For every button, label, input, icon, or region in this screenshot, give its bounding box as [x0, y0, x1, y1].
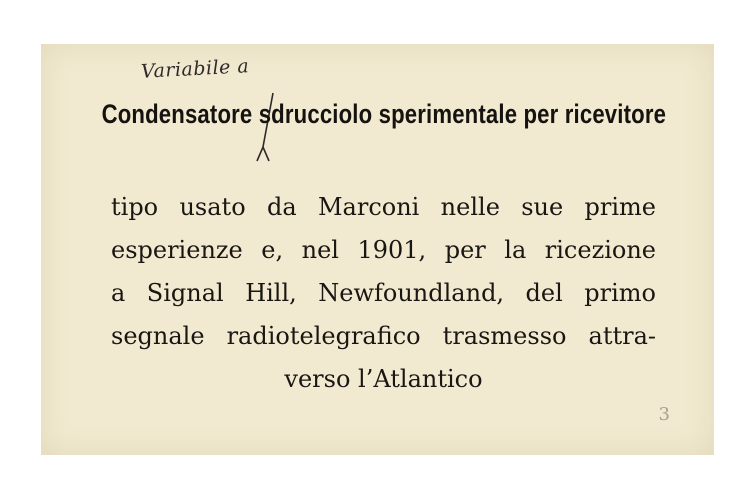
body-line: verso l’Atlantico	[284, 365, 483, 393]
body-line: segnale radiotelegrafico trasmesso attra-	[111, 322, 656, 350]
page-title: Condensatore sdrucciolo sperimentale per ricevitore	[101, 99, 667, 129]
document-card	[41, 44, 714, 455]
body-line: tipo usato da Marconi nelle sue prime	[111, 193, 656, 221]
body-text	[111, 186, 656, 401]
body-line: esperienze e, nel 1901, per la ricezione	[111, 236, 656, 264]
pencil-mark: 3	[658, 404, 670, 425]
body-line: a Signal Hill, Newfoundland, del primo	[111, 279, 656, 307]
handwritten-annotation: Variabile a	[140, 55, 250, 83]
